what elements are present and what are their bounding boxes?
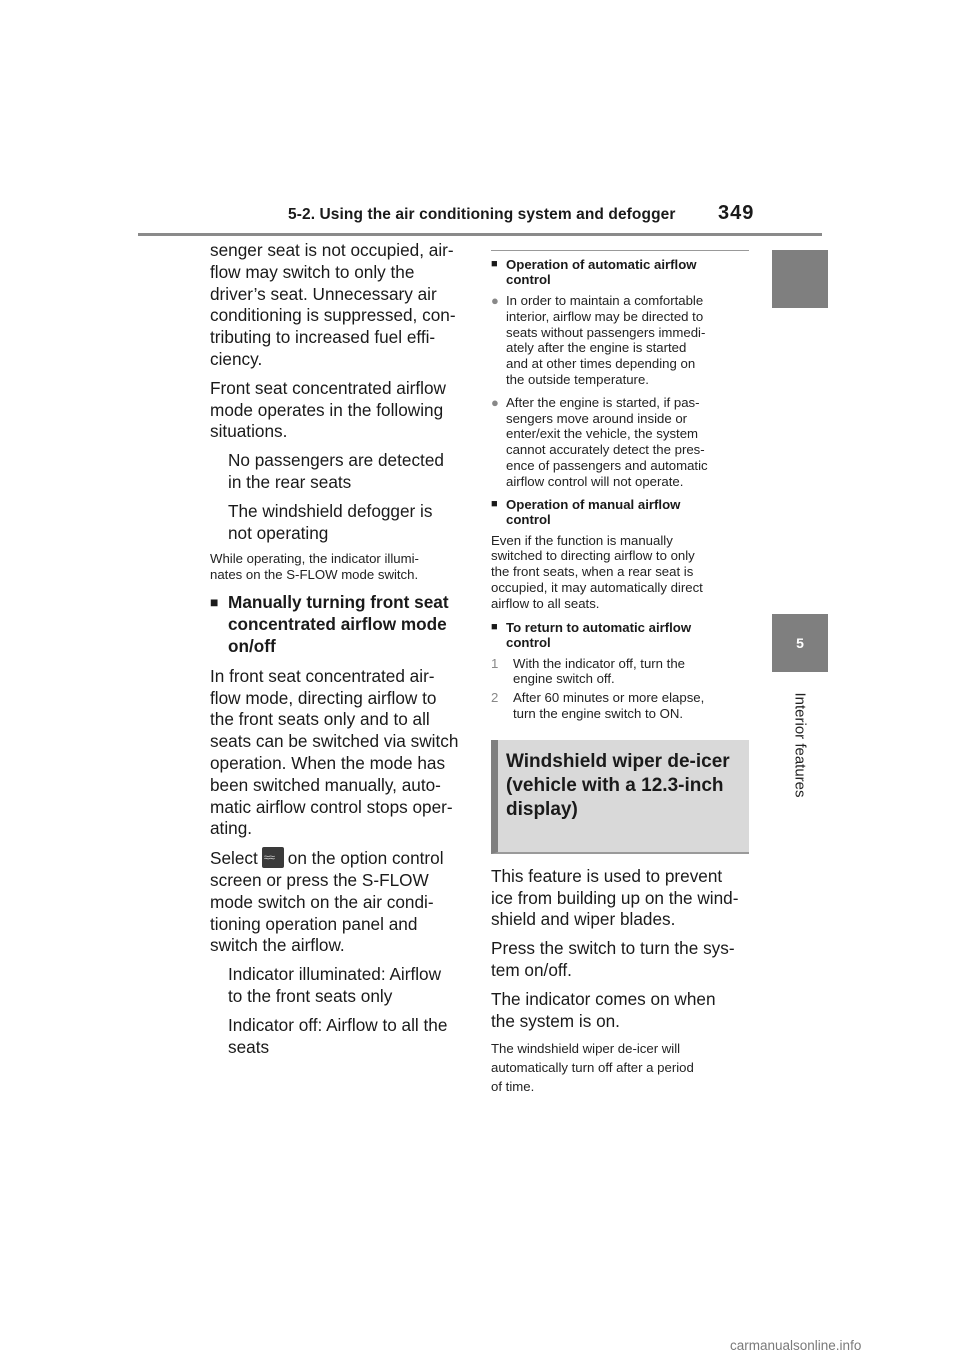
list-item	[491, 395, 749, 490]
section-title: Windshield wiper de-icer (vehicle with a 12.3-inch display)	[506, 750, 730, 820]
bullet-icon	[210, 964, 228, 1008]
step-item	[491, 656, 749, 688]
list-item	[491, 293, 749, 388]
paragraph-text: on the option control screen or press the S-FLOW mode switch on the air condi- tioning operation panel and switch the airflow.	[210, 848, 444, 956]
subheading-text: Manually turning front seat concentrated airflow mode on/off	[228, 592, 449, 656]
bullet-icon	[210, 450, 228, 494]
list-item-text: Indicator illuminated: Airflow to the front seats only	[228, 964, 442, 1006]
dot-bullet-icon: ●	[491, 394, 499, 410]
step-item	[491, 690, 749, 722]
step-number: 1	[491, 655, 499, 671]
step-number: 2	[491, 690, 499, 706]
paragraph: In front seat concentrated air- flow mode, directing airflow to the front seats only and to all seats can be switched via switch operation. When the mode has been switched manually, auto- matic airflow control stops oper- ating.	[210, 665, 459, 839]
note: The windshield wiper de-icer will automatically turn off after a period of time.	[491, 1041, 694, 1095]
square-bullet-icon: ■	[491, 258, 498, 270]
paragraph-with-icon	[210, 847, 466, 957]
paragraph: The indicator comes on when the system is on.	[491, 988, 716, 1031]
paragraph: Front seat concentrated airflow mode operates in the following situations.	[210, 377, 446, 442]
right-column	[491, 250, 749, 1105]
page-number: 349	[718, 202, 755, 224]
left-column	[210, 240, 466, 1065]
dot-bullet-icon: ●	[491, 293, 499, 308]
paragraph: Press the switch to turn the sys- tem on/off.	[491, 938, 735, 980]
list-item-text: In order to maintain a comfortable interior, airflow may be directed to seats without passengers immedi- ately after the engine is started and at other times depending on the outside temperature.	[506, 293, 706, 387]
bullet-icon	[210, 501, 228, 545]
paragraph: Even if the function is manually switched to directing airflow to only the front seats, when a rear seat is occupied, it may automatically direct airflow to all seats.	[491, 532, 703, 611]
s-flow-icon	[262, 847, 284, 868]
subheading	[210, 592, 466, 657]
step-text: With the indicator off, turn the engine switch off.	[513, 655, 686, 687]
chapter-tab-top	[772, 250, 828, 308]
chapter-tab-number: 5	[772, 614, 828, 672]
watermark-link[interactable]: carmanualsonline.info	[730, 1338, 862, 1353]
subheading	[491, 257, 749, 287]
paragraph: This feature is used to prevent ice from building up on the wind- shield and wiper blades.	[491, 865, 739, 930]
list-item-text: No passengers are detected in the rear seats	[228, 450, 444, 492]
bullet-icon	[210, 1015, 228, 1059]
divider	[491, 250, 749, 251]
list-item	[210, 964, 466, 1008]
paragraph-text: Select	[210, 848, 258, 869]
square-bullet-icon: ■	[210, 594, 219, 611]
note: While operating, the indicator illumi- nates on the S-FLOW mode switch.	[210, 551, 419, 583]
list-item-text: The windshield defogger is not operating	[228, 500, 433, 543]
step-text: After 60 minutes or more elapse, turn the engine switch to ON.	[513, 690, 705, 721]
subheading-text: Operation of automatic airflow control	[506, 257, 697, 287]
header-divider	[138, 233, 822, 236]
list-item	[210, 501, 466, 545]
subheading	[491, 620, 749, 650]
subheading-text: To return to automatic airflow control	[506, 619, 692, 650]
section-heading-box	[491, 740, 749, 854]
list-item	[210, 450, 466, 494]
list-item-text: After the engine is started, if pas- sengers move around inside or enter/exit the vehicle, the system cannot accurately detect the pres- ence of passengers and automatic airflow control will not operate.	[506, 394, 708, 489]
paragraph: senger seat is not occupied, air- flow may switch to only the driver’s seat. Unnecessary air conditioning is suppressed, con- tributing to increased fuel effi- ciency.	[210, 240, 456, 369]
subheading	[491, 497, 749, 527]
list-item	[210, 1015, 466, 1059]
list-item-text: Indicator off: Airflow to all the seats	[228, 1014, 448, 1057]
page-header-title: 5-2. Using the air conditioning system and defogger	[288, 206, 676, 223]
square-bullet-icon: ■	[491, 497, 498, 510]
square-bullet-icon: ■	[491, 620, 498, 633]
subheading-text: Operation of manual airflow control	[506, 496, 681, 527]
chapter-label: Interior features	[791, 692, 809, 798]
